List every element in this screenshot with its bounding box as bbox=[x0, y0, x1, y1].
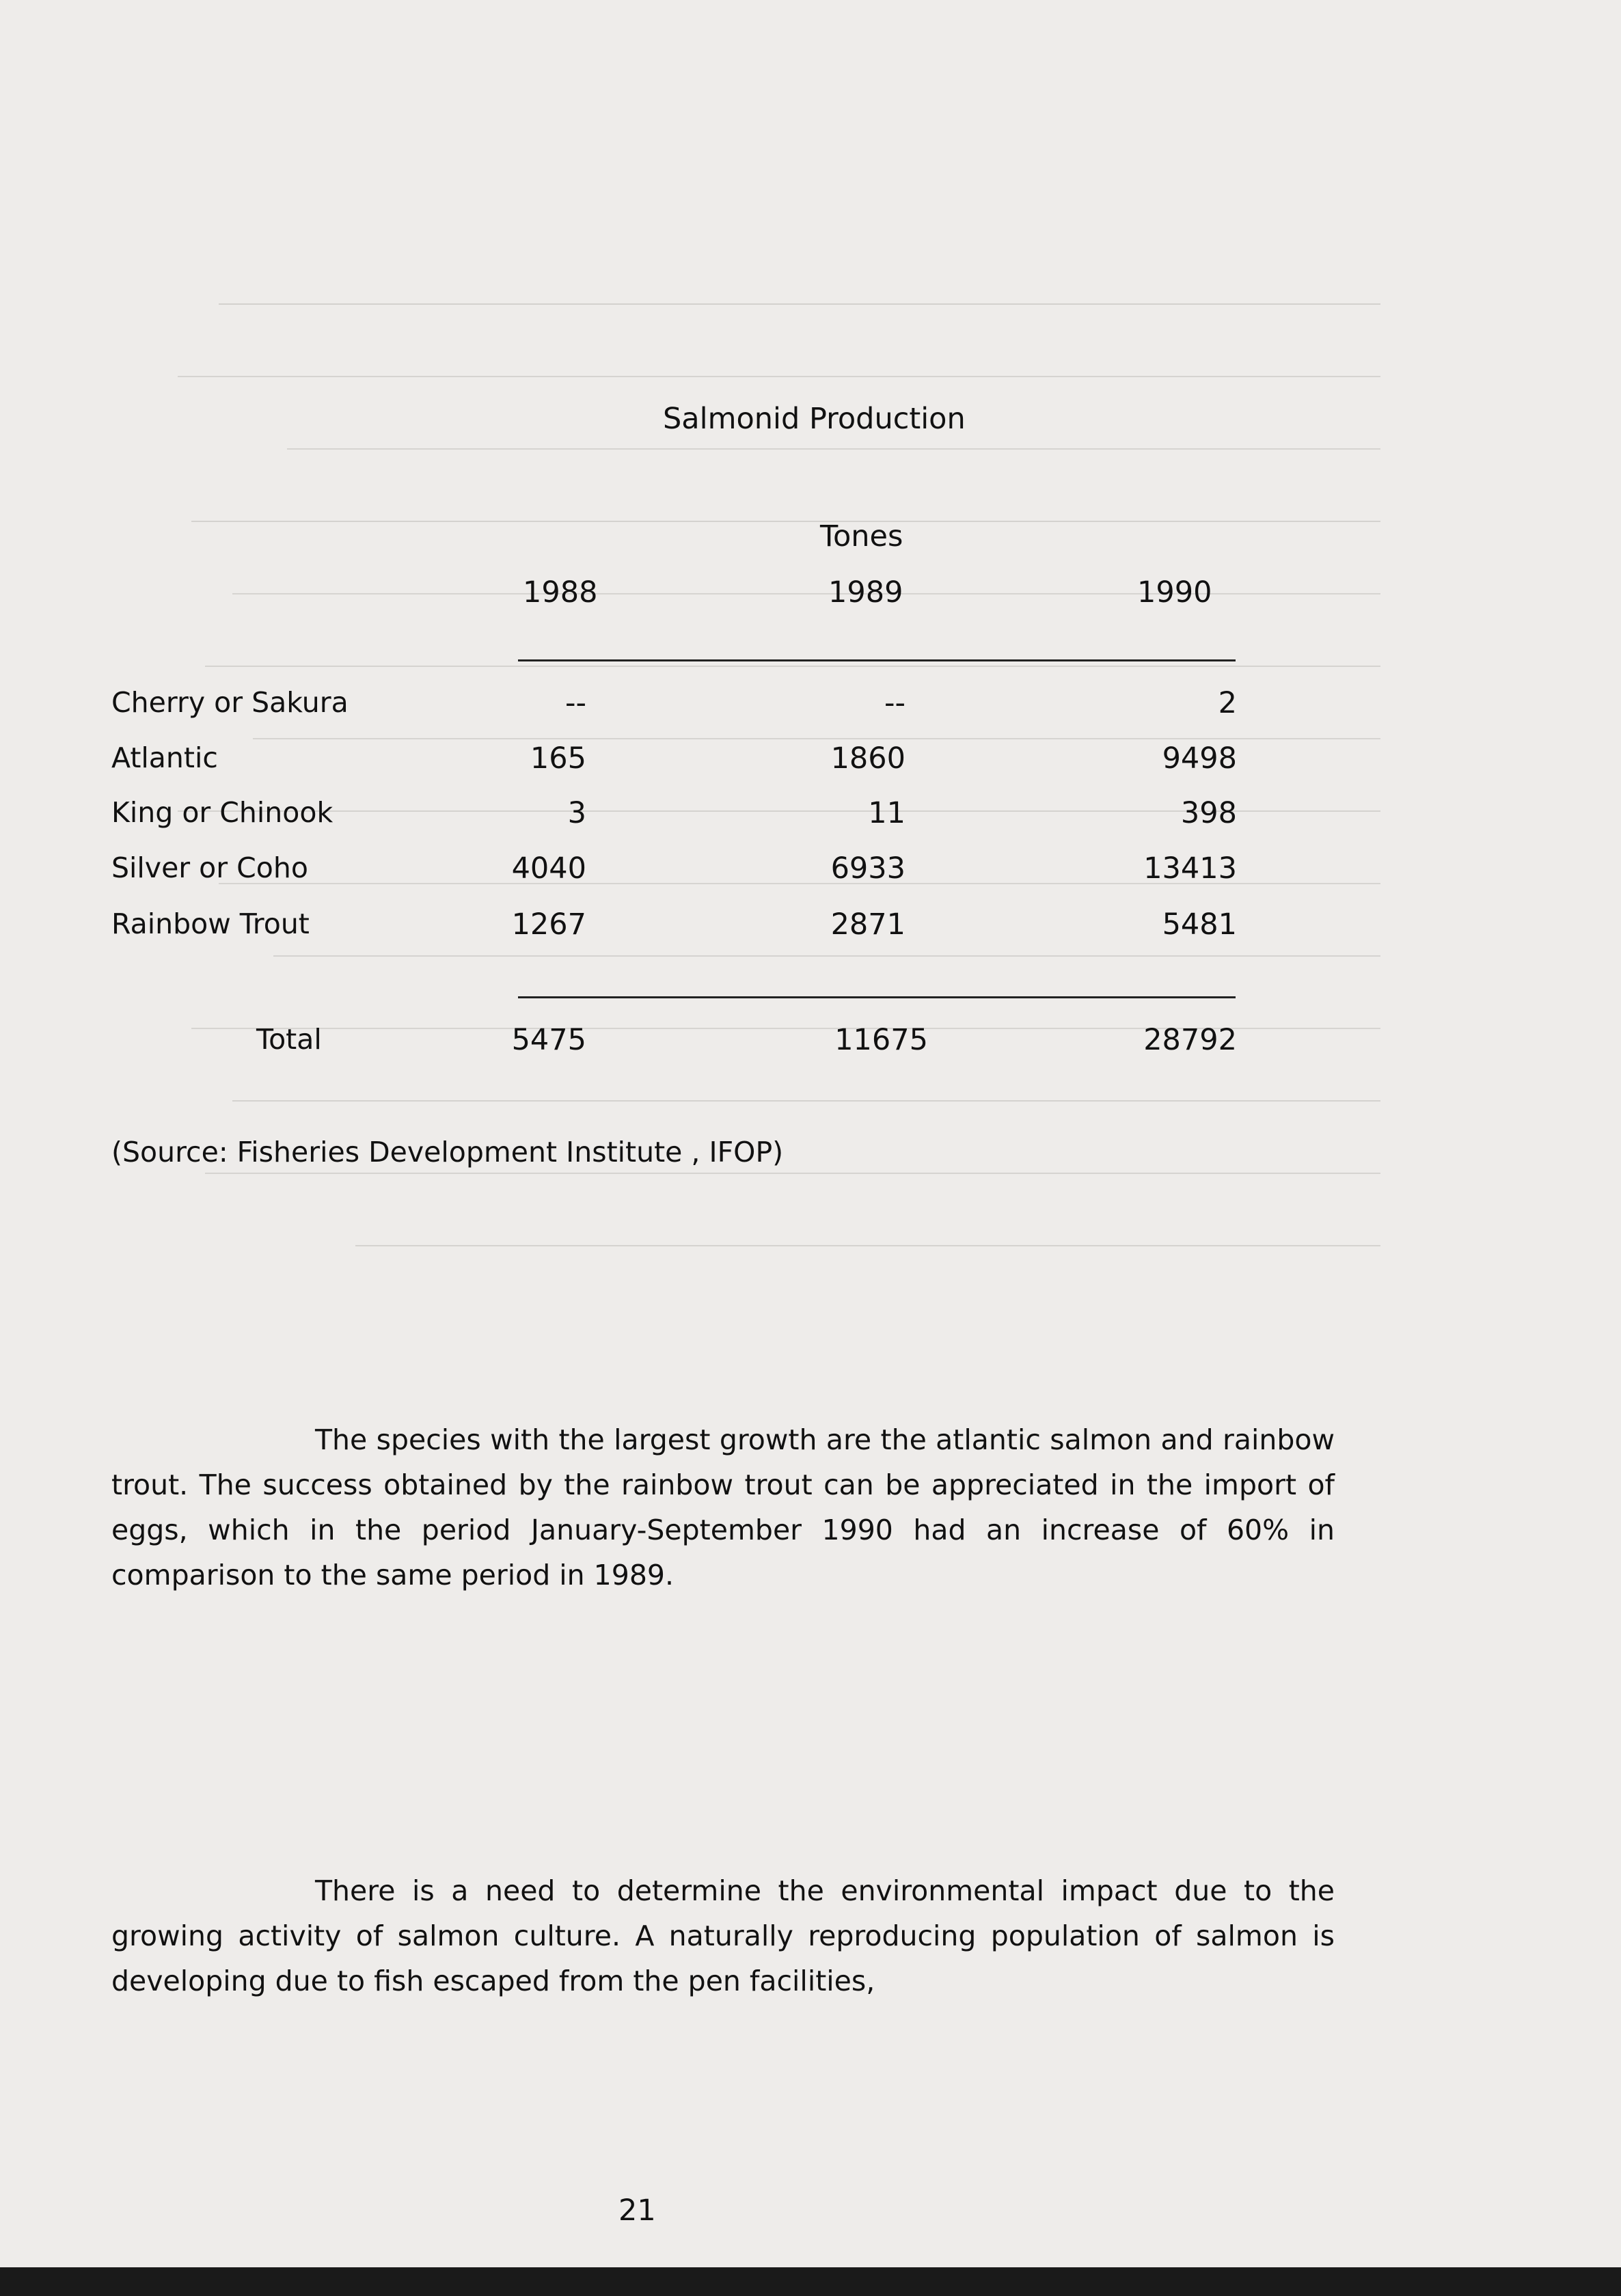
total-1990: 28792 bbox=[1143, 1023, 1237, 1057]
year-header-1990: 1990 bbox=[1137, 575, 1212, 610]
total-1988: 5475 bbox=[511, 1023, 586, 1057]
total-1989: 11675 bbox=[834, 1023, 928, 1057]
cell-1988: 4040 bbox=[511, 851, 586, 886]
cell-1990: 5481 bbox=[1162, 907, 1237, 942]
row-label: King or Chinook bbox=[111, 796, 333, 829]
paragraph-2-text: There is a need to determine the environmental impact due to the growing activity of salmon culture. A naturally reproducing population of salmon is developing due to fish escaped from the pen facilities, bbox=[111, 1874, 1335, 1997]
table-title: Salmonid Production bbox=[663, 402, 966, 436]
cell-1989: 1860 bbox=[830, 741, 905, 776]
year-header-1988: 1988 bbox=[523, 575, 598, 610]
year-header-1989: 1989 bbox=[828, 575, 903, 610]
body-paragraph-1 bbox=[111, 1417, 1335, 1598]
row-label: Cherry or Sakura bbox=[111, 686, 349, 719]
table-source-note: (Source: Fisheries Development Institute , IFOP) bbox=[111, 1136, 784, 1168]
scan-edge bbox=[0, 2267, 1621, 2296]
cell-1990: 2 bbox=[1218, 686, 1237, 720]
cell-1989: 2871 bbox=[830, 907, 905, 942]
unit-label: Tones bbox=[820, 519, 903, 554]
row-label: Atlantic bbox=[111, 741, 218, 774]
cell-1989: 6933 bbox=[830, 851, 905, 886]
cell-1990: 398 bbox=[1180, 796, 1237, 830]
page-number: 21 bbox=[618, 2194, 656, 2228]
paragraph-1-text: The species with the largest growth are the atlantic salmon and rainbow trout. The success obtained by the rainbow trout can be appreciated in the import of eggs, which in the period January-September 1990 had an increase of 60% in comparison to the same period in 1989. bbox=[111, 1423, 1335, 1591]
table-header-rule bbox=[518, 659, 1236, 661]
cell-1989: -- bbox=[884, 686, 905, 720]
cell-1988: 3 bbox=[567, 796, 586, 830]
cell-1990: 9498 bbox=[1162, 741, 1237, 776]
body-paragraph-2 bbox=[111, 1868, 1335, 2004]
cell-1990: 13413 bbox=[1143, 851, 1237, 886]
cell-1988: -- bbox=[564, 686, 586, 720]
total-label: Total bbox=[256, 1023, 322, 1056]
row-label: Rainbow Trout bbox=[111, 907, 310, 940]
cell-1989: 11 bbox=[868, 796, 905, 830]
cell-1988: 1267 bbox=[511, 907, 586, 942]
row-label: Silver or Coho bbox=[111, 851, 308, 884]
table-total-rule bbox=[518, 996, 1236, 998]
cell-1988: 165 bbox=[530, 741, 586, 776]
